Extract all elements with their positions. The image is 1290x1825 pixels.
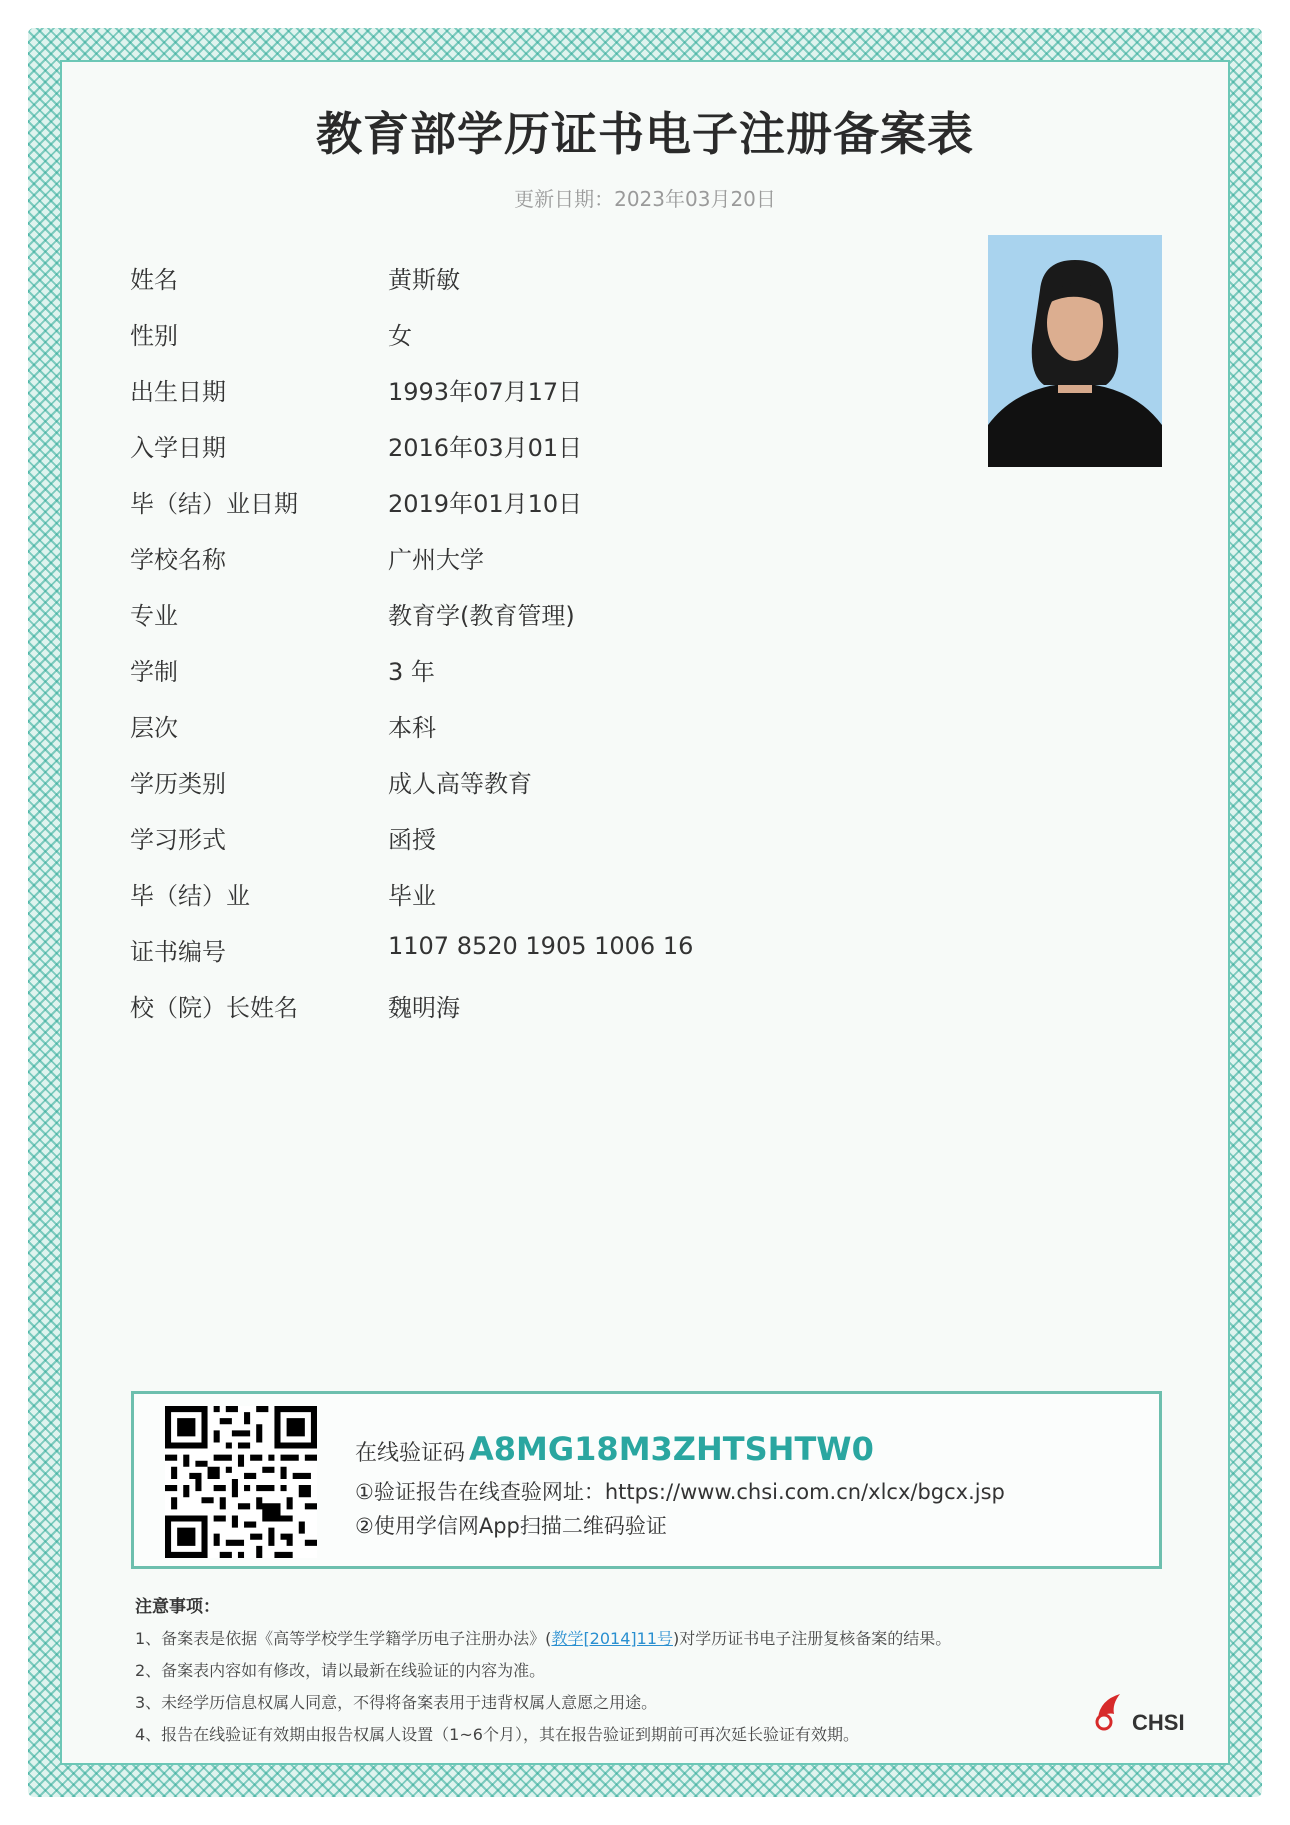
verification-app-line: ②使用学信网App扫描二维码验证 bbox=[355, 1514, 667, 1538]
page-title: 教育部学历证书电子注册备案表 bbox=[316, 107, 974, 161]
field-value: 本科 bbox=[388, 714, 436, 742]
field-value: 女 bbox=[388, 322, 412, 350]
notice-item: 4、报告在线验证有效期由报告权属人设置（1~6个月），其在报告验证到期前可再次延长验证有效期。 bbox=[135, 1725, 859, 1744]
field-label: 学校名称 bbox=[130, 546, 226, 574]
regulation-link[interactable]: 教学[2014]11号 bbox=[551, 1629, 674, 1648]
field-label: 学历类别 bbox=[130, 770, 226, 798]
field-label: 层次 bbox=[130, 714, 178, 742]
field-value: 魏明海 bbox=[388, 994, 460, 1022]
field-value: 教育学(教育管理) bbox=[388, 602, 575, 630]
verification-code: A8MG18M3ZHTSHTW0 bbox=[469, 1430, 874, 1468]
field-label: 学制 bbox=[130, 658, 178, 686]
field-value: 成人高等教育 bbox=[388, 770, 532, 798]
field-label: 学习形式 bbox=[130, 826, 226, 854]
field-label: 毕（结）业 bbox=[130, 882, 250, 910]
field-label: 入学日期 bbox=[130, 434, 226, 462]
notice-text: 1、备案表是依据《高等学校学生学籍学历电子注册办法》( bbox=[135, 1629, 552, 1648]
notice-text: )对学历证书电子注册复核备案的结果。 bbox=[673, 1629, 952, 1648]
field-value: 广州大学 bbox=[388, 546, 484, 574]
id-photo bbox=[988, 235, 1162, 467]
field-value: 2016年03月01日 bbox=[388, 434, 583, 462]
field-value: 毕业 bbox=[388, 882, 436, 910]
notice-item bbox=[135, 1626, 951, 1649]
field-label: 姓名 bbox=[130, 266, 178, 294]
field-value: 3 年 bbox=[388, 658, 435, 686]
verification-url-line: ①验证报告在线查验网址：https://www.chsi.com.cn/xlcx/bgcx.jsp bbox=[355, 1480, 1005, 1504]
notice-title: 注意事项： bbox=[135, 1597, 220, 1617]
verification-code-label: 在线验证码 bbox=[355, 1441, 466, 1466]
field-label: 毕（结）业日期 bbox=[130, 490, 298, 518]
field-value: 函授 bbox=[388, 826, 436, 854]
field-label: 性别 bbox=[130, 322, 178, 350]
field-value: 1993年07月17日 bbox=[388, 378, 583, 406]
update-date: 更新日期：2023年03月20日 bbox=[514, 187, 776, 211]
verification-code-line bbox=[355, 1430, 874, 1468]
chsi-logo-text: CHSI bbox=[1132, 1710, 1185, 1735]
field-label: 出生日期 bbox=[130, 378, 226, 406]
field-value: 2019年01月10日 bbox=[388, 490, 583, 518]
field-label: 校（院）长姓名 bbox=[130, 994, 298, 1022]
field-value: 黄斯敏 bbox=[388, 266, 460, 294]
notice-item: 2、备案表内容如有修改，请以最新在线验证的内容为准。 bbox=[135, 1661, 546, 1680]
notice-item: 3、未经学历信息权属人同意，不得将备案表用于违背权属人意愿之用途。 bbox=[135, 1693, 658, 1712]
qr-code-icon bbox=[165, 1406, 317, 1558]
field-value: 1107 8520 1905 1006 16 bbox=[388, 932, 694, 960]
field-label: 专业 bbox=[130, 602, 178, 630]
field-label: 证书编号 bbox=[130, 938, 226, 966]
